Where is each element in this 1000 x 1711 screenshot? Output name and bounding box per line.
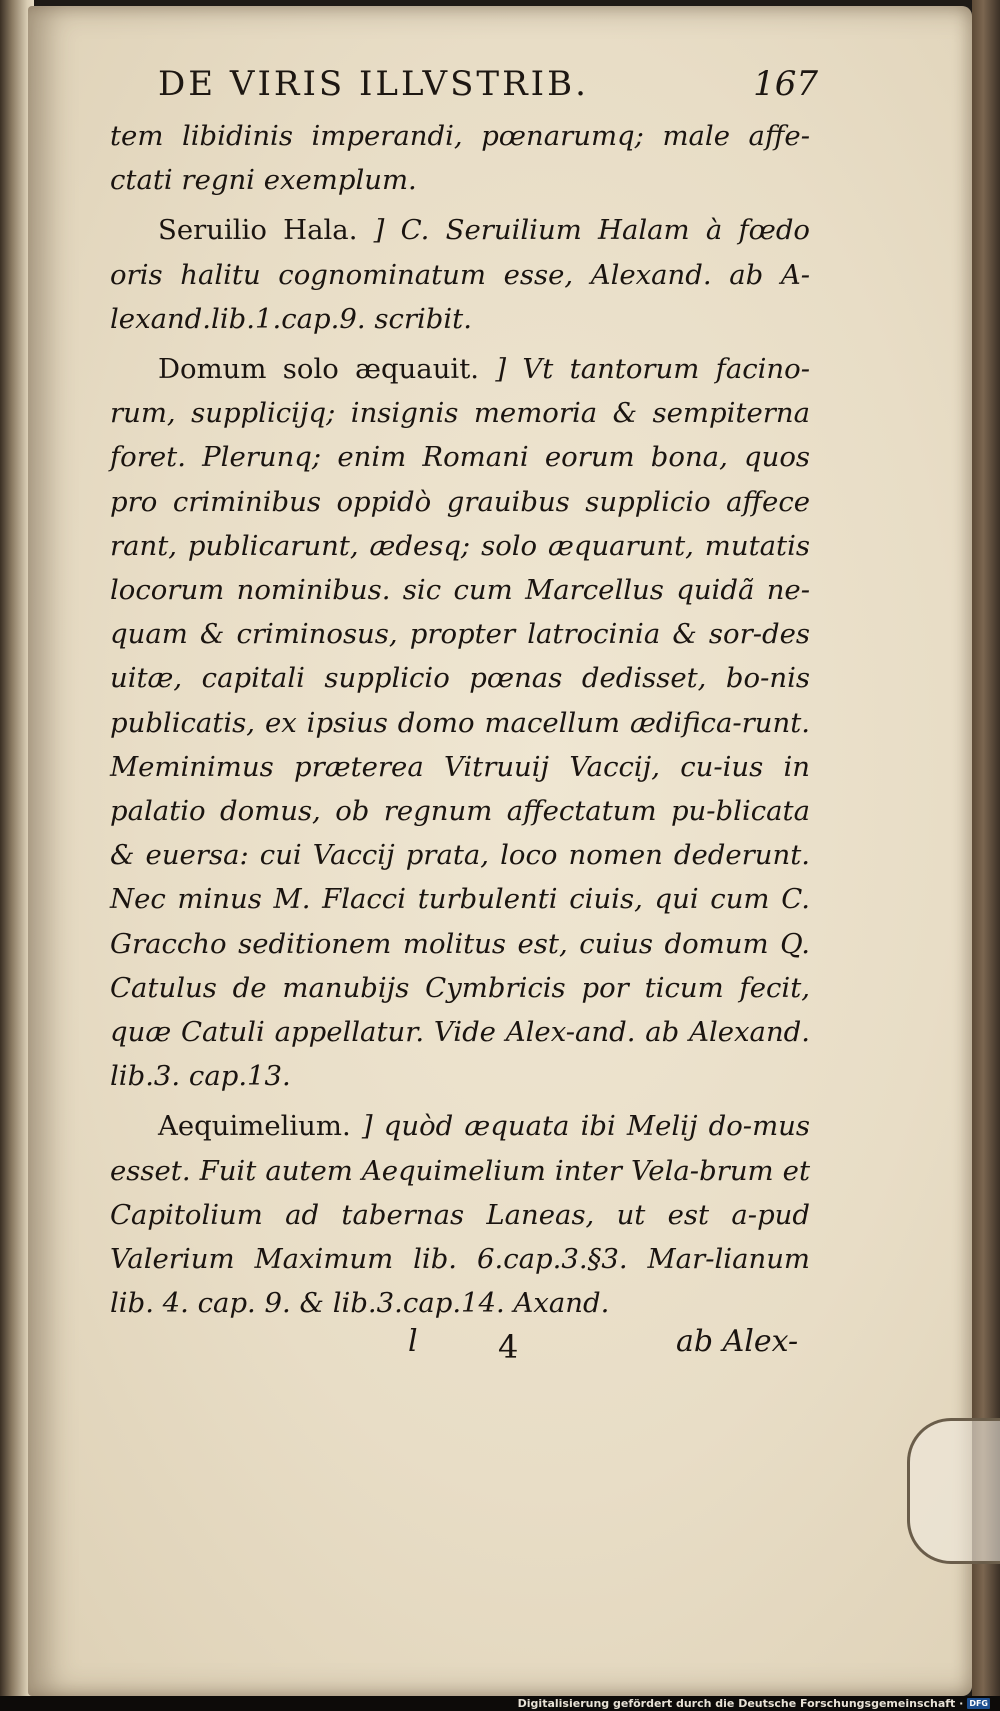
- credit-text: Digitalisierung gefördert durch die Deutsche Forschungsgemeinschaft ·: [517, 1697, 964, 1710]
- paragraph-lemma: Aequimelium.: [158, 1110, 362, 1143]
- page-header: [158, 64, 818, 112]
- catchword: ab Alex-: [676, 1324, 799, 1359]
- page-number: 167: [753, 64, 818, 104]
- signature-number: 4: [498, 1328, 519, 1366]
- paragraph-text: ] Vt tantorum facino-rum, supplicijq; insignis memoria & sempiterna foret. Plerunq; enim Romani eorum bona, quos pro criminibus oppidò grauibus supplicio affece rant, publicarunt, ædesq; solo æquarunt, mutatis locorum nominibus. sic cum Marcellus quidã ne-quam & criminosus, propter latrocinia & sor-des uitæ, capitali supplicio pœnas dedisset, bo-nis publicatis, ex ipsius domo macellum ædifica-runt. Meminimus præterea Vitruuij Vaccij, cu-ius in palatio domus, ob regnum affectatum pu-blicata & euersa: cui Vaccij prata, loco nomen dederunt. Nec minus M. Flacci turbulenti ciuis, qui cum C. Graccho seditionem molitus est, cuius domum Q. Catulus de manubijs Cymbricis por ticum fecit, quæ Catuli appellatur. Vide Alex-and. ab Alexand. lib.3. cap.13.: [110, 353, 810, 1093]
- paragraph: [110, 1104, 810, 1325]
- book-page: [28, 6, 972, 1696]
- page-footer: [408, 1324, 808, 1370]
- paragraph: [110, 114, 810, 202]
- paragraph-lemma: Domum solo æquauit.: [158, 353, 496, 386]
- page-body: [110, 114, 810, 1325]
- signature-mark: l: [408, 1324, 418, 1359]
- paragraph: [110, 347, 810, 1098]
- paragraph-text: tem libidinis imperandi, pœnarumq; male affe-ctati regni exemplum.: [110, 120, 810, 197]
- paragraph-text: ] C. Seruilium Halam à fœdo oris halitu cognominatum esse, Alexand. ab A-lexand.lib.1.cap.9. scribit.: [110, 214, 810, 335]
- funding-credit: [518, 1696, 990, 1711]
- running-title: DE VIRIS ILLVSTRIB.: [158, 64, 589, 104]
- paragraph-text: ] quòd æquata ibi Melij do-mus esset. Fuit autem Aequimelium inter Vela-brum et Capitolium ad tabernas Laneas, ut est a-pud Valerium Maximum lib. 6.cap.3.§3. Mar-lianum lib. 4. cap. 9. & lib.3.cap.14. Axand.: [110, 1110, 810, 1320]
- paragraph-lemma: Seruilio Hala.: [158, 214, 374, 247]
- dfg-logo-icon: DFG: [969, 1699, 988, 1708]
- paragraph: [110, 208, 810, 341]
- page-clip-icon: [907, 1418, 1000, 1564]
